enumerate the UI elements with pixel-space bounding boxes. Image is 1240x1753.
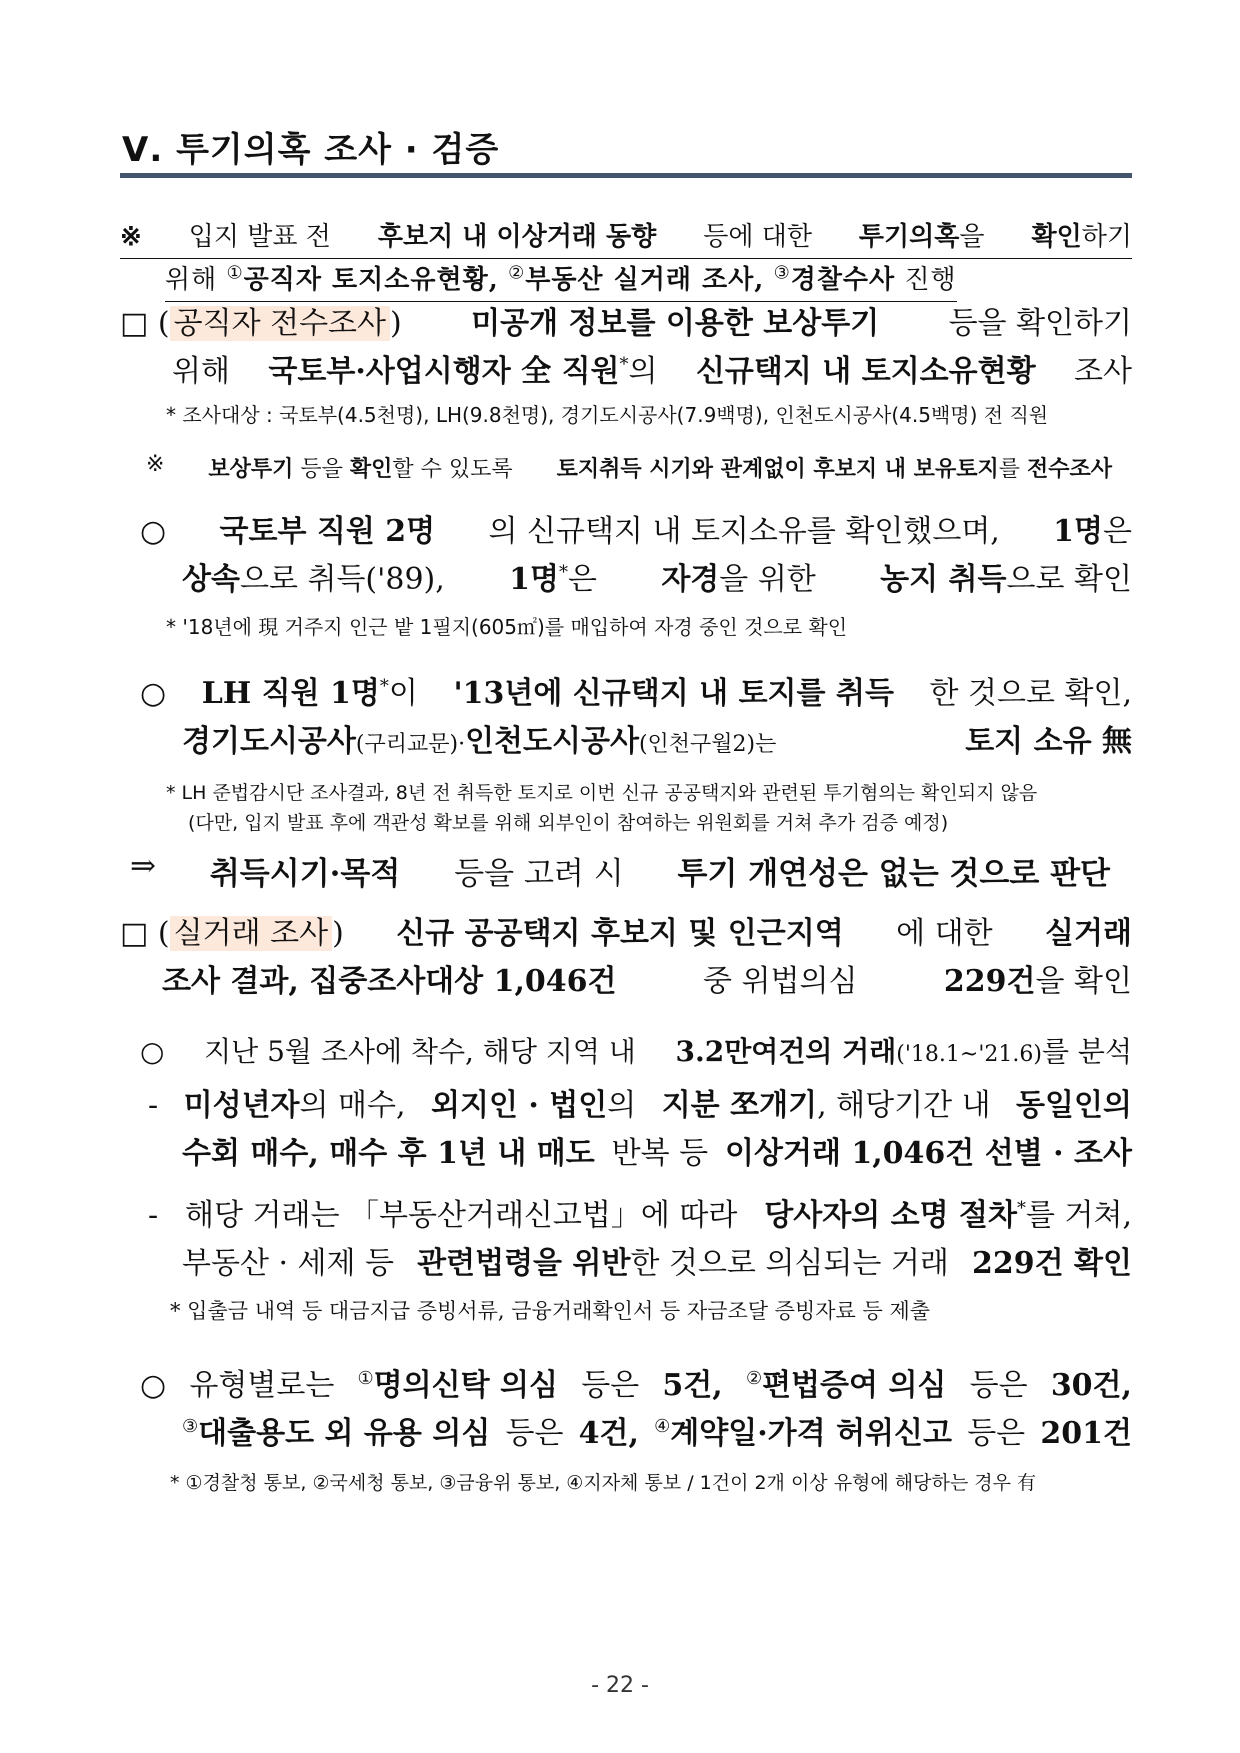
summary-line-1: ※ 입지 발표 전 후보지 내 이상거래 동향 등에 대한 투기의혹을 확인하기 bbox=[120, 216, 1132, 259]
detail-abnormal: - 미성년자의 매수, 외지인 · 법인의 지분 쪼개기, 해당기간 내 동일인의 bbox=[148, 1088, 1132, 1123]
finding-lh-cont: 경기도시공사(구리교문)·인천도시공사(인천구월2)는 토지 소유 無 bbox=[182, 724, 1132, 759]
footnote-molit: * '18년에 現 거주지 인근 밭 1필지(605㎡)를 매입하여 자경 중인 것으로 확인 bbox=[166, 615, 848, 639]
detail-abnormal-cont: 수회 매수, 매수 후 1년 내 매도 반복 등 이상거래 1,046건 선별 · 조사 bbox=[182, 1136, 1132, 1171]
summary-line-2: 위해 ①공직자 토지소유현황, ②부동산 실거래 조사, ③경찰수사 진행 bbox=[165, 259, 957, 302]
detail-explanation: - 해당 거래는 「부동산거래신고법」에 따라 당사자의 소명 절차*를 거쳐, bbox=[148, 1198, 1132, 1233]
type-breakdown: ○ 유형별로는 ①명의신탁 의심 등은 5건, ②편법증여 의심 등은 30건, bbox=[140, 1368, 1132, 1403]
title-rule bbox=[120, 173, 1132, 178]
page-number: - 22 - bbox=[591, 1673, 649, 1698]
footnote-evidence: * 입출금 내역 등 대금지급 증빙서류, 금융거래확인서 등 자금조달 증빙자료 등 제출 bbox=[170, 1299, 931, 1323]
analysis-line: ○ 지난 5월 조사에 착수, 해당 지역 내 3.2만여건의 거래('18.1~'21.6)를 분석 bbox=[140, 1035, 1132, 1068]
footnote-types: * ①경찰청 통보, ②국세청 통보, ③금융위 통보, ④지자체 통보 / 1건이 2개 이상 유형에 해당하는 경우 有 bbox=[170, 1472, 1037, 1494]
type-breakdown-cont: ③대출용도 외 유용 의심 등은 4건, ④계약일·가격 허위신고 등은 201건 bbox=[182, 1416, 1132, 1451]
footnote-lh-1: * LH 준법감시단 조사결과, 8년 전 취득한 토지로 이번 신규 공공택지와 관련된 투기혐의는 확인되지 않음 bbox=[166, 782, 1038, 804]
finding-molit-cont: 상속으로 취득('89), 1명*은 자경을 위한 농지 취득으로 확인 bbox=[182, 562, 1132, 597]
finding-lh: ○ LH 직원 1명*이 '13년에 신규택지 내 토지를 취득 한 것으로 확인, bbox=[140, 676, 1132, 711]
finding-molit: ○ 국토부 직원 2명 의 신규택지 내 토지소유를 확인했으며, 1명은 bbox=[140, 514, 1132, 549]
summary-note bbox=[120, 216, 1132, 302]
section-title: Ⅴ. 투기의혹 조사 · 검증 bbox=[122, 130, 500, 170]
section-2-heading: □ ( 실거래 조사 ) 신규 공공택지 후보지 및 인근지역 에 대한 실거래 조사 결과, 집중조사대상 1,046건 중 위법의심 229건을 확인 bbox=[120, 916, 1132, 999]
section-1-heading: □ ( 공직자 전수조사 ) 미공개 정보를 이용한 보상투기 등을 확인하기 위해 국토부·사업시행자 全 직원*의 신규택지 내 토지소유현황 조사 bbox=[120, 306, 1132, 389]
footnote-lh-2: (다만, 입지 발표 후에 객관성 확보를 위해 외부인이 참여하는 위원회를 거쳐 추가 검증 예정) bbox=[188, 812, 949, 834]
detail-explanation-cont: 부동산 · 세제 등 관련법령을 위반한 것으로 의심되는 거래 229건 확인 bbox=[182, 1246, 1132, 1281]
footnote-survey-targets: * 조사대상 : 국토부(4.5천명), LH(9.8천명), 경기도시공사(7.9백명), 인천도시공사(4.5백명) 전 직원 bbox=[166, 403, 1049, 427]
survey-note: ※ 보상투기 등을 확인할 수 있도록 토지취득 시기와 관계없이 후보지 내 보유토지를 전수조사 bbox=[146, 452, 1112, 482]
conclusion-line: ⇒ 취득시기·목적 등을 고려 시 투기 개연성은 없는 것으로 판단 bbox=[130, 848, 1110, 892]
